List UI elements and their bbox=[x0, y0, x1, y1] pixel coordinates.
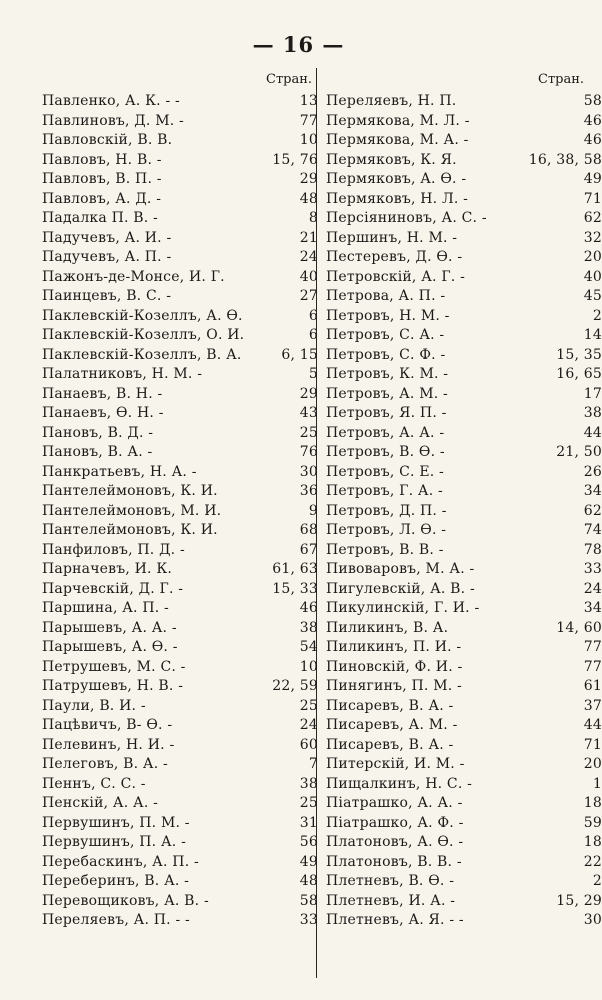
index-entry bbox=[326, 775, 602, 795]
entry-name: Пацѣвичъ, В- Ѳ. - bbox=[42, 717, 173, 733]
entry-page: 21, 50 bbox=[556, 444, 602, 460]
index-entry bbox=[42, 170, 318, 190]
index-entry bbox=[326, 638, 602, 658]
entry-page: 21 bbox=[299, 229, 318, 246]
entry-name: Пантелеймоновъ, К. И. bbox=[42, 483, 218, 499]
entry-page: 33 bbox=[583, 561, 602, 577]
index-entry bbox=[326, 560, 602, 580]
entry-name: Патрушевъ, Н. В. - bbox=[42, 678, 184, 694]
entry-name: Пеннъ, С. С. - bbox=[42, 775, 146, 792]
left-column-header: Стран. bbox=[266, 72, 313, 87]
entry-name: Переляевъ, Н. П. bbox=[326, 93, 457, 109]
entry-name: Пелевинъ, Н. И. - bbox=[42, 736, 175, 753]
entry-page: 62 bbox=[583, 502, 602, 519]
index-entry bbox=[42, 599, 318, 619]
index-entry bbox=[326, 619, 602, 639]
index-entry bbox=[42, 287, 318, 307]
entry-page: 76 bbox=[299, 444, 318, 460]
index-entry bbox=[42, 892, 318, 912]
index-entry bbox=[326, 794, 602, 814]
entry-name: Писаревъ, А. М. - bbox=[326, 717, 458, 733]
entry-name: Павловскій, В. В. bbox=[42, 132, 173, 148]
index-entry bbox=[42, 872, 318, 892]
entry-name: Паклевскій-Козеллъ, В. А. bbox=[42, 346, 242, 363]
entry-page: 6, 15 bbox=[281, 346, 318, 363]
entry-page: 24 bbox=[299, 717, 318, 733]
entry-page: 22, 59 bbox=[272, 678, 318, 694]
index-entry bbox=[326, 190, 602, 210]
entry-name: Павлиновъ, Д. М. - bbox=[42, 112, 184, 129]
entry-page: 62 bbox=[583, 210, 602, 226]
index-entry bbox=[326, 755, 602, 775]
entry-name: Петровъ, Д. П. - bbox=[326, 502, 447, 519]
entry-page: 20 bbox=[583, 249, 602, 265]
entry-name: Першинъ, Н. М. - bbox=[326, 229, 458, 246]
entry-page: 40 bbox=[583, 268, 602, 285]
entry-name: Писаревъ, В. А. - bbox=[326, 697, 454, 714]
index-entry bbox=[326, 872, 602, 892]
entry-page: 46 bbox=[583, 132, 602, 148]
index-entry bbox=[326, 151, 602, 171]
entry-name: Петровъ, С. Ф. - bbox=[326, 346, 446, 363]
entry-name: Писаревъ, В. А. - bbox=[326, 736, 454, 753]
entry-page: 2 bbox=[592, 307, 602, 324]
entry-page: 77 bbox=[299, 112, 318, 129]
entry-page: 18 bbox=[583, 834, 602, 850]
entry-page: 6 bbox=[308, 327, 318, 343]
index-entry bbox=[326, 229, 602, 249]
index-entry bbox=[42, 151, 318, 171]
index-entry bbox=[42, 502, 318, 522]
entry-page: 34 bbox=[583, 600, 602, 616]
index-entry bbox=[42, 190, 318, 210]
entry-name: Панкратьевъ, Н. А. - bbox=[42, 463, 197, 480]
entry-name: Петровъ, Г. А. - bbox=[326, 483, 443, 499]
entry-page: 16, 65 bbox=[556, 366, 602, 382]
index-entry bbox=[326, 716, 602, 736]
entry-name: Парчевскій, Д. Г. - bbox=[42, 580, 184, 597]
entry-page: 30 bbox=[299, 463, 318, 480]
index-entry bbox=[42, 794, 318, 814]
entry-name: Пажонъ-де-Монсе, И. Г. bbox=[42, 268, 225, 285]
index-entry bbox=[326, 365, 602, 385]
index-entry bbox=[42, 326, 318, 346]
entry-name: Парышевъ, А. Ѳ. - bbox=[42, 639, 178, 655]
entry-page: 15, 35 bbox=[556, 346, 602, 363]
entry-page: 37 bbox=[583, 697, 602, 714]
entry-page: 25 bbox=[299, 424, 318, 441]
entry-name: Пановъ, В. А. - bbox=[42, 444, 153, 460]
entry-page: 46 bbox=[299, 600, 318, 616]
entry-page: 8 bbox=[308, 210, 318, 226]
index-entry bbox=[326, 521, 602, 541]
index-entry bbox=[42, 638, 318, 658]
index-entry bbox=[42, 716, 318, 736]
entry-page: 16, 38, 58 bbox=[528, 151, 602, 168]
entry-page: 29 bbox=[299, 385, 318, 402]
index-entry bbox=[326, 112, 602, 132]
index-entry bbox=[326, 268, 602, 288]
entry-page: 56 bbox=[299, 834, 318, 850]
entry-name: Петрушевъ, М. С. - bbox=[42, 658, 186, 675]
entry-page: 25 bbox=[299, 795, 318, 811]
entry-page: 7 bbox=[308, 756, 318, 772]
entry-name: Плетневъ, А. Я. - - bbox=[326, 912, 464, 928]
entry-name: Переляевъ, А. П. - - bbox=[42, 912, 190, 928]
entry-name: Пикулинскій, Г. И. - bbox=[326, 600, 480, 616]
index-entry bbox=[42, 385, 318, 405]
entry-name: Платоновъ, А. Ѳ. - bbox=[326, 834, 464, 850]
entry-name: Петровъ, А. М. - bbox=[326, 385, 448, 402]
entry-name: Плетневъ, И. А. - bbox=[326, 892, 456, 909]
entry-name: Пинягинъ, П. М. - bbox=[326, 678, 462, 694]
entry-name: Петровскій, А. Г. - bbox=[326, 268, 466, 285]
index-entry bbox=[42, 911, 318, 931]
entry-name: Первушинъ, П. А. - bbox=[42, 834, 187, 850]
entry-page: 61 bbox=[583, 678, 602, 694]
index-entry bbox=[42, 443, 318, 463]
entry-name: Паклевскій-Козеллъ, О. И. bbox=[42, 327, 245, 343]
index-entry bbox=[42, 580, 318, 600]
index-entry bbox=[326, 248, 602, 268]
entry-page: 15, 76 bbox=[272, 151, 318, 168]
entry-name: Питерскій, И. М. - bbox=[326, 756, 465, 772]
entry-name: Пиновскій, Ф. И. - bbox=[326, 658, 463, 675]
entry-page: 40 bbox=[299, 268, 318, 285]
entry-name: Пиликинъ, В. А. bbox=[326, 619, 449, 636]
entry-name: Петровъ, К. М. - bbox=[326, 366, 449, 382]
entry-page: 78 bbox=[583, 541, 602, 558]
entry-page: 58 bbox=[299, 892, 318, 909]
index-entry bbox=[42, 268, 318, 288]
entry-name: Падалка П. В. - bbox=[42, 210, 158, 226]
entry-name: Пестеревъ, Д. Ѳ. - bbox=[326, 249, 463, 265]
entry-page: 33 bbox=[299, 912, 318, 928]
entry-page: 14, 60 bbox=[556, 619, 602, 636]
entry-name: Первушинъ, П. М. - bbox=[42, 814, 190, 831]
entry-page: 27 bbox=[299, 288, 318, 304]
entry-name: Пермякова, М. А. - bbox=[326, 132, 469, 148]
entry-page: 45 bbox=[583, 288, 602, 304]
entry-name: Паклевскій-Козеллъ, А. Ѳ. bbox=[42, 307, 243, 324]
entry-page: 67 bbox=[299, 541, 318, 558]
entry-name: Пелеговъ, В. А. - bbox=[42, 756, 168, 772]
entry-page: 49 bbox=[299, 853, 318, 870]
index-entry bbox=[326, 599, 602, 619]
index-entry bbox=[326, 892, 602, 912]
entry-page: 71 bbox=[583, 190, 602, 207]
entry-name: Платоновъ, В. В. - bbox=[326, 853, 462, 870]
index-entry bbox=[42, 541, 318, 561]
entry-page: 15, 29 bbox=[556, 892, 602, 909]
index-entry bbox=[42, 677, 318, 697]
page-number: — 16 — bbox=[252, 32, 345, 57]
entry-name: Персіяниновъ, А. С. - bbox=[326, 210, 487, 226]
index-entry bbox=[42, 404, 318, 424]
entry-page: 24 bbox=[583, 580, 602, 597]
entry-name: Парышевъ, А. А. - bbox=[42, 619, 177, 636]
entry-name: Пивоваровъ, М. А. - bbox=[326, 561, 475, 577]
index-entry bbox=[326, 131, 602, 151]
entry-page: 29 bbox=[299, 171, 318, 187]
index-entry bbox=[42, 92, 318, 112]
entry-page: 48 bbox=[299, 873, 318, 889]
entry-name: Петровъ, В. В. - bbox=[326, 541, 444, 558]
right-index-column bbox=[326, 92, 602, 931]
entry-page: 54 bbox=[299, 639, 318, 655]
index-entry bbox=[42, 209, 318, 229]
entry-name: Пермяковъ, Н. Л. - bbox=[326, 190, 469, 207]
entry-page: 5 bbox=[308, 366, 318, 382]
index-entry bbox=[42, 229, 318, 249]
entry-name: Петровъ, Н. М. - bbox=[326, 307, 450, 324]
entry-name: Петровъ, С. Е. - bbox=[326, 463, 444, 480]
entry-name: Падучевъ, А. И. - bbox=[42, 229, 172, 246]
index-entry bbox=[326, 580, 602, 600]
index-entry bbox=[326, 833, 602, 853]
entry-name: Парначевъ, И. К. bbox=[42, 561, 173, 577]
entry-name: Падучевъ, А. П. - bbox=[42, 249, 172, 265]
index-entry bbox=[42, 307, 318, 327]
entry-page: 36 bbox=[299, 483, 318, 499]
entry-name: Павловъ, А. Д. - bbox=[42, 190, 162, 207]
entry-name: Піатрашко, А. А. - bbox=[326, 795, 463, 811]
entry-name: Пермяковъ, К. Я. bbox=[326, 151, 457, 168]
index-entry bbox=[326, 658, 602, 678]
entry-name: Петровъ, А. А. - bbox=[326, 424, 445, 441]
index-entry bbox=[42, 853, 318, 873]
entry-name: Плетневъ, В. Ѳ. - bbox=[326, 873, 455, 889]
entry-name: Петровъ, Л. Ѳ. - bbox=[326, 522, 447, 538]
right-column-header: Стран. bbox=[538, 72, 585, 87]
index-entry bbox=[326, 736, 602, 756]
entry-name: Пигулевскій, А. В. - bbox=[326, 580, 475, 597]
entry-page: 61, 63 bbox=[272, 561, 318, 577]
entry-page: 77 bbox=[583, 639, 602, 655]
entry-name: Паинцевъ, В. С. - bbox=[42, 288, 172, 304]
entry-page: 10 bbox=[299, 132, 318, 148]
index-entry bbox=[326, 502, 602, 522]
entry-page: 34 bbox=[583, 483, 602, 499]
entry-page: 22 bbox=[583, 853, 602, 870]
index-entry bbox=[326, 326, 602, 346]
index-entry bbox=[42, 697, 318, 717]
entry-page: 9 bbox=[308, 502, 318, 519]
index-entry bbox=[326, 385, 602, 405]
entry-name: Паули, В. И. - bbox=[42, 697, 146, 714]
entry-page: 1 bbox=[592, 775, 602, 792]
index-entry bbox=[326, 287, 602, 307]
index-entry bbox=[326, 911, 602, 931]
entry-name: Пантелеймоновъ, К. И. bbox=[42, 522, 218, 538]
entry-name: Пермякова, М. Л. - bbox=[326, 112, 470, 129]
entry-name: Перевощиковъ, А. В. - bbox=[42, 892, 209, 909]
entry-page: 71 bbox=[583, 736, 602, 753]
entry-name: Паршина, А. П. - bbox=[42, 600, 169, 616]
entry-name: Петровъ, Я. П. - bbox=[326, 405, 447, 421]
entry-page: 44 bbox=[583, 717, 602, 733]
entry-page: 20 bbox=[583, 756, 602, 772]
index-entry bbox=[42, 619, 318, 639]
index-entry bbox=[42, 521, 318, 541]
entry-name: Піатрашко, А. Ф. - bbox=[326, 814, 464, 831]
entry-page: 2 bbox=[592, 873, 602, 889]
entry-page: 60 bbox=[299, 736, 318, 753]
index-entry bbox=[42, 248, 318, 268]
entry-page: 68 bbox=[299, 522, 318, 538]
entry-page: 43 bbox=[299, 405, 318, 421]
entry-page: 46 bbox=[583, 112, 602, 129]
entry-page: 58 bbox=[583, 93, 602, 109]
entry-page: 10 bbox=[299, 658, 318, 675]
entry-page: 59 bbox=[583, 814, 602, 831]
entry-page: 38 bbox=[299, 619, 318, 636]
entry-name: Пенскій, А. А. - bbox=[42, 795, 159, 811]
index-entry bbox=[42, 346, 318, 366]
index-entry bbox=[42, 814, 318, 834]
entry-name: Пантелеймоновъ, М. И. bbox=[42, 502, 222, 519]
entry-page: 13 bbox=[299, 93, 318, 109]
index-entry bbox=[42, 365, 318, 385]
entry-page: 77 bbox=[583, 658, 602, 675]
index-entry bbox=[326, 346, 602, 366]
entry-name: Пановъ, В. Д. - bbox=[42, 424, 154, 441]
entry-page: 25 bbox=[299, 697, 318, 714]
entry-name: Петрова, А. П. - bbox=[326, 288, 446, 304]
entry-name: Палатниковъ, Н. М. - bbox=[42, 366, 203, 382]
index-entry bbox=[42, 112, 318, 132]
index-entry bbox=[42, 833, 318, 853]
entry-page: 30 bbox=[583, 912, 602, 928]
entry-page: 17 bbox=[583, 385, 602, 402]
entry-page: 31 bbox=[299, 814, 318, 831]
entry-page: 44 bbox=[583, 424, 602, 441]
index-entry bbox=[326, 482, 602, 502]
entry-name: Петровъ, В. Ѳ. - bbox=[326, 444, 445, 460]
index-entry bbox=[326, 463, 602, 483]
entry-page: 26 bbox=[583, 463, 602, 480]
index-entry bbox=[326, 853, 602, 873]
entry-page: 18 bbox=[583, 795, 602, 811]
entry-name: Панфиловъ, П. Д. - bbox=[42, 541, 185, 558]
left-index-column bbox=[42, 92, 318, 931]
index-entry bbox=[42, 775, 318, 795]
index-entry bbox=[326, 307, 602, 327]
index-entry bbox=[326, 814, 602, 834]
entry-name: Павленко, А. К. - - bbox=[42, 93, 180, 109]
entry-page: 38 bbox=[299, 775, 318, 792]
entry-name: Панаевъ, Ѳ. Н. - bbox=[42, 405, 164, 421]
entry-name: Пищалкинъ, Н. С. - bbox=[326, 775, 473, 792]
entry-name: Павловъ, В. П. - bbox=[42, 171, 162, 187]
index-entry bbox=[326, 404, 602, 424]
entry-page: 6 bbox=[308, 307, 318, 324]
index-entry bbox=[42, 131, 318, 151]
index-entry bbox=[42, 755, 318, 775]
index-entry bbox=[326, 541, 602, 561]
entry-name: Павловъ, Н. В. - bbox=[42, 151, 162, 168]
index-entry bbox=[326, 92, 602, 112]
entry-name: Панаевъ, В. Н. - bbox=[42, 385, 163, 402]
entry-name: Пиликинъ, П. И. - bbox=[326, 639, 462, 655]
entry-name: Перебаскинъ, А. П. - bbox=[42, 853, 199, 870]
entry-page: 32 bbox=[583, 229, 602, 246]
entry-page: 15, 33 bbox=[272, 580, 318, 597]
entry-page: 74 bbox=[583, 522, 602, 538]
entry-page: 14 bbox=[583, 327, 602, 343]
index-entry bbox=[326, 424, 602, 444]
index-entry bbox=[42, 482, 318, 502]
entry-name: Переберинъ, В. А. - bbox=[42, 873, 190, 889]
entry-page: 24 bbox=[299, 249, 318, 265]
index-entry bbox=[326, 443, 602, 463]
entry-page: 38 bbox=[583, 405, 602, 421]
index-entry bbox=[42, 658, 318, 678]
entry-page: 49 bbox=[583, 171, 602, 187]
index-entry bbox=[42, 463, 318, 483]
entry-name: Пермяковъ, А. Ѳ. - bbox=[326, 171, 467, 187]
entry-page: 48 bbox=[299, 190, 318, 207]
index-entry bbox=[326, 697, 602, 717]
index-entry bbox=[42, 424, 318, 444]
index-entry bbox=[326, 209, 602, 229]
entry-name: Петровъ, С. А. - bbox=[326, 327, 445, 343]
index-entry bbox=[326, 677, 602, 697]
index-entry bbox=[326, 170, 602, 190]
index-entry bbox=[42, 736, 318, 756]
index-entry bbox=[42, 560, 318, 580]
